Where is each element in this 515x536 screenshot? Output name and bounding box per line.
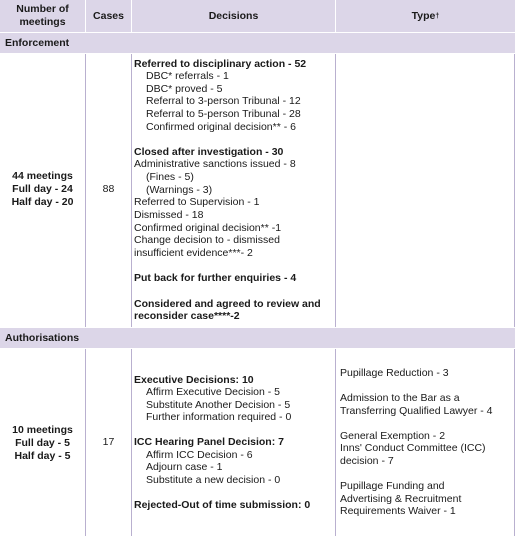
decision-line: Affirm ICC Decision - 6 [146, 449, 253, 461]
enforcement-meetings-total: 44 meetings [12, 170, 73, 182]
decision-line: Executive Decisions: 10 [134, 374, 254, 386]
decision-line: Considered and agreed to review and [134, 298, 321, 310]
type-line: Requirements Waiver - 1 [340, 505, 456, 517]
header-meetings [0, 0, 85, 32]
header-meetings-label: Number of meetings [16, 3, 69, 28]
type-line: Pupillage Reduction - 3 [340, 367, 449, 379]
decision-line: Further information required - 0 [146, 411, 292, 423]
header-decisions-label: Decisions [208, 9, 259, 22]
decision-line: Change decision to - dismissed [134, 234, 280, 246]
enforcement-meetings-half: Half day - 20 [11, 196, 74, 208]
section-authorisations-label: Authorisations [5, 332, 80, 344]
decision-line: Referred to disciplinary action - 52 [134, 58, 307, 70]
type-line: Advertising & Recruitment [340, 493, 462, 505]
decision-line: Referral to 3-person Tribunal - 12 [146, 95, 301, 107]
decision-line: Confirmed original decision** - 6 [146, 121, 296, 133]
decision-line: ICC Hearing Panel Decision: 7 [134, 436, 284, 448]
decision-line: Administrative sanctions issued - 8 [134, 158, 296, 170]
type-line: decision - 7 [340, 455, 394, 467]
section-enforcement-label: Enforcement [5, 37, 70, 49]
type-line: Transferring Qualified Lawyer - 4 [340, 405, 493, 417]
decision-line: Closed after investigation - 30 [134, 146, 284, 158]
decision-line: reconsider case****-2 [134, 310, 240, 322]
section-authorisations [0, 328, 515, 348]
decision-line: Referral to 5-person Tribunal - 28 [146, 108, 301, 120]
type-line: Inns' Conduct Committee (ICC) [340, 442, 486, 454]
decision-line: Confirmed original decision** -1 [134, 222, 282, 234]
header-type [336, 0, 515, 32]
decision-line: (Warnings - 3) [146, 184, 213, 196]
authorisations-meetings-full: Full day - 5 [15, 437, 70, 449]
authorisations-meetings-total: 10 meetings [12, 424, 73, 436]
decision-line: DBC* proved - 5 [146, 83, 223, 95]
enforcement-meetings [0, 170, 85, 209]
authorisations-cases-value: 17 [102, 436, 115, 448]
header-type-label: Type [411, 9, 436, 22]
section-enforcement [0, 33, 515, 53]
decision-line: Substitute Another Decision - 5 [146, 399, 291, 411]
header-decisions [132, 0, 335, 32]
enforcement-meetings-full: Full day - 24 [12, 183, 73, 195]
header-cases-label: Cases [93, 9, 124, 22]
header-cases [86, 0, 131, 32]
decision-line: Affirm Executive Decision - 5 [146, 386, 281, 398]
type-line: General Exemption - 2 [340, 430, 446, 442]
type-line: Admission to the Bar as a [340, 392, 460, 404]
decision-line: (Fines - 5) [146, 171, 194, 183]
enforcement-cases-value: 88 [102, 183, 115, 195]
decision-line: Put back for further enquiries - 4 [134, 272, 297, 284]
decision-line: Substitute a new decision - 0 [146, 474, 281, 486]
decision-line: Adjourn case - 1 [146, 461, 223, 473]
decision-line: DBC* referrals - 1 [146, 70, 229, 82]
decision-line: insufficient evidence***- 2 [134, 247, 253, 259]
enforcement-cases [86, 183, 131, 195]
header-type-mark: † [435, 12, 440, 20]
type-line: Pupillage Funding and [340, 480, 445, 492]
authorisations-meetings [0, 424, 85, 463]
authorisations-cases [86, 436, 131, 448]
decision-line: Rejected-Out of time submission: 0 [134, 499, 311, 511]
authorisations-meetings-half: Half day - 5 [14, 450, 71, 462]
decision-line: Referred to Supervision - 1 [134, 196, 260, 208]
decision-line: Dismissed - 18 [134, 209, 204, 221]
